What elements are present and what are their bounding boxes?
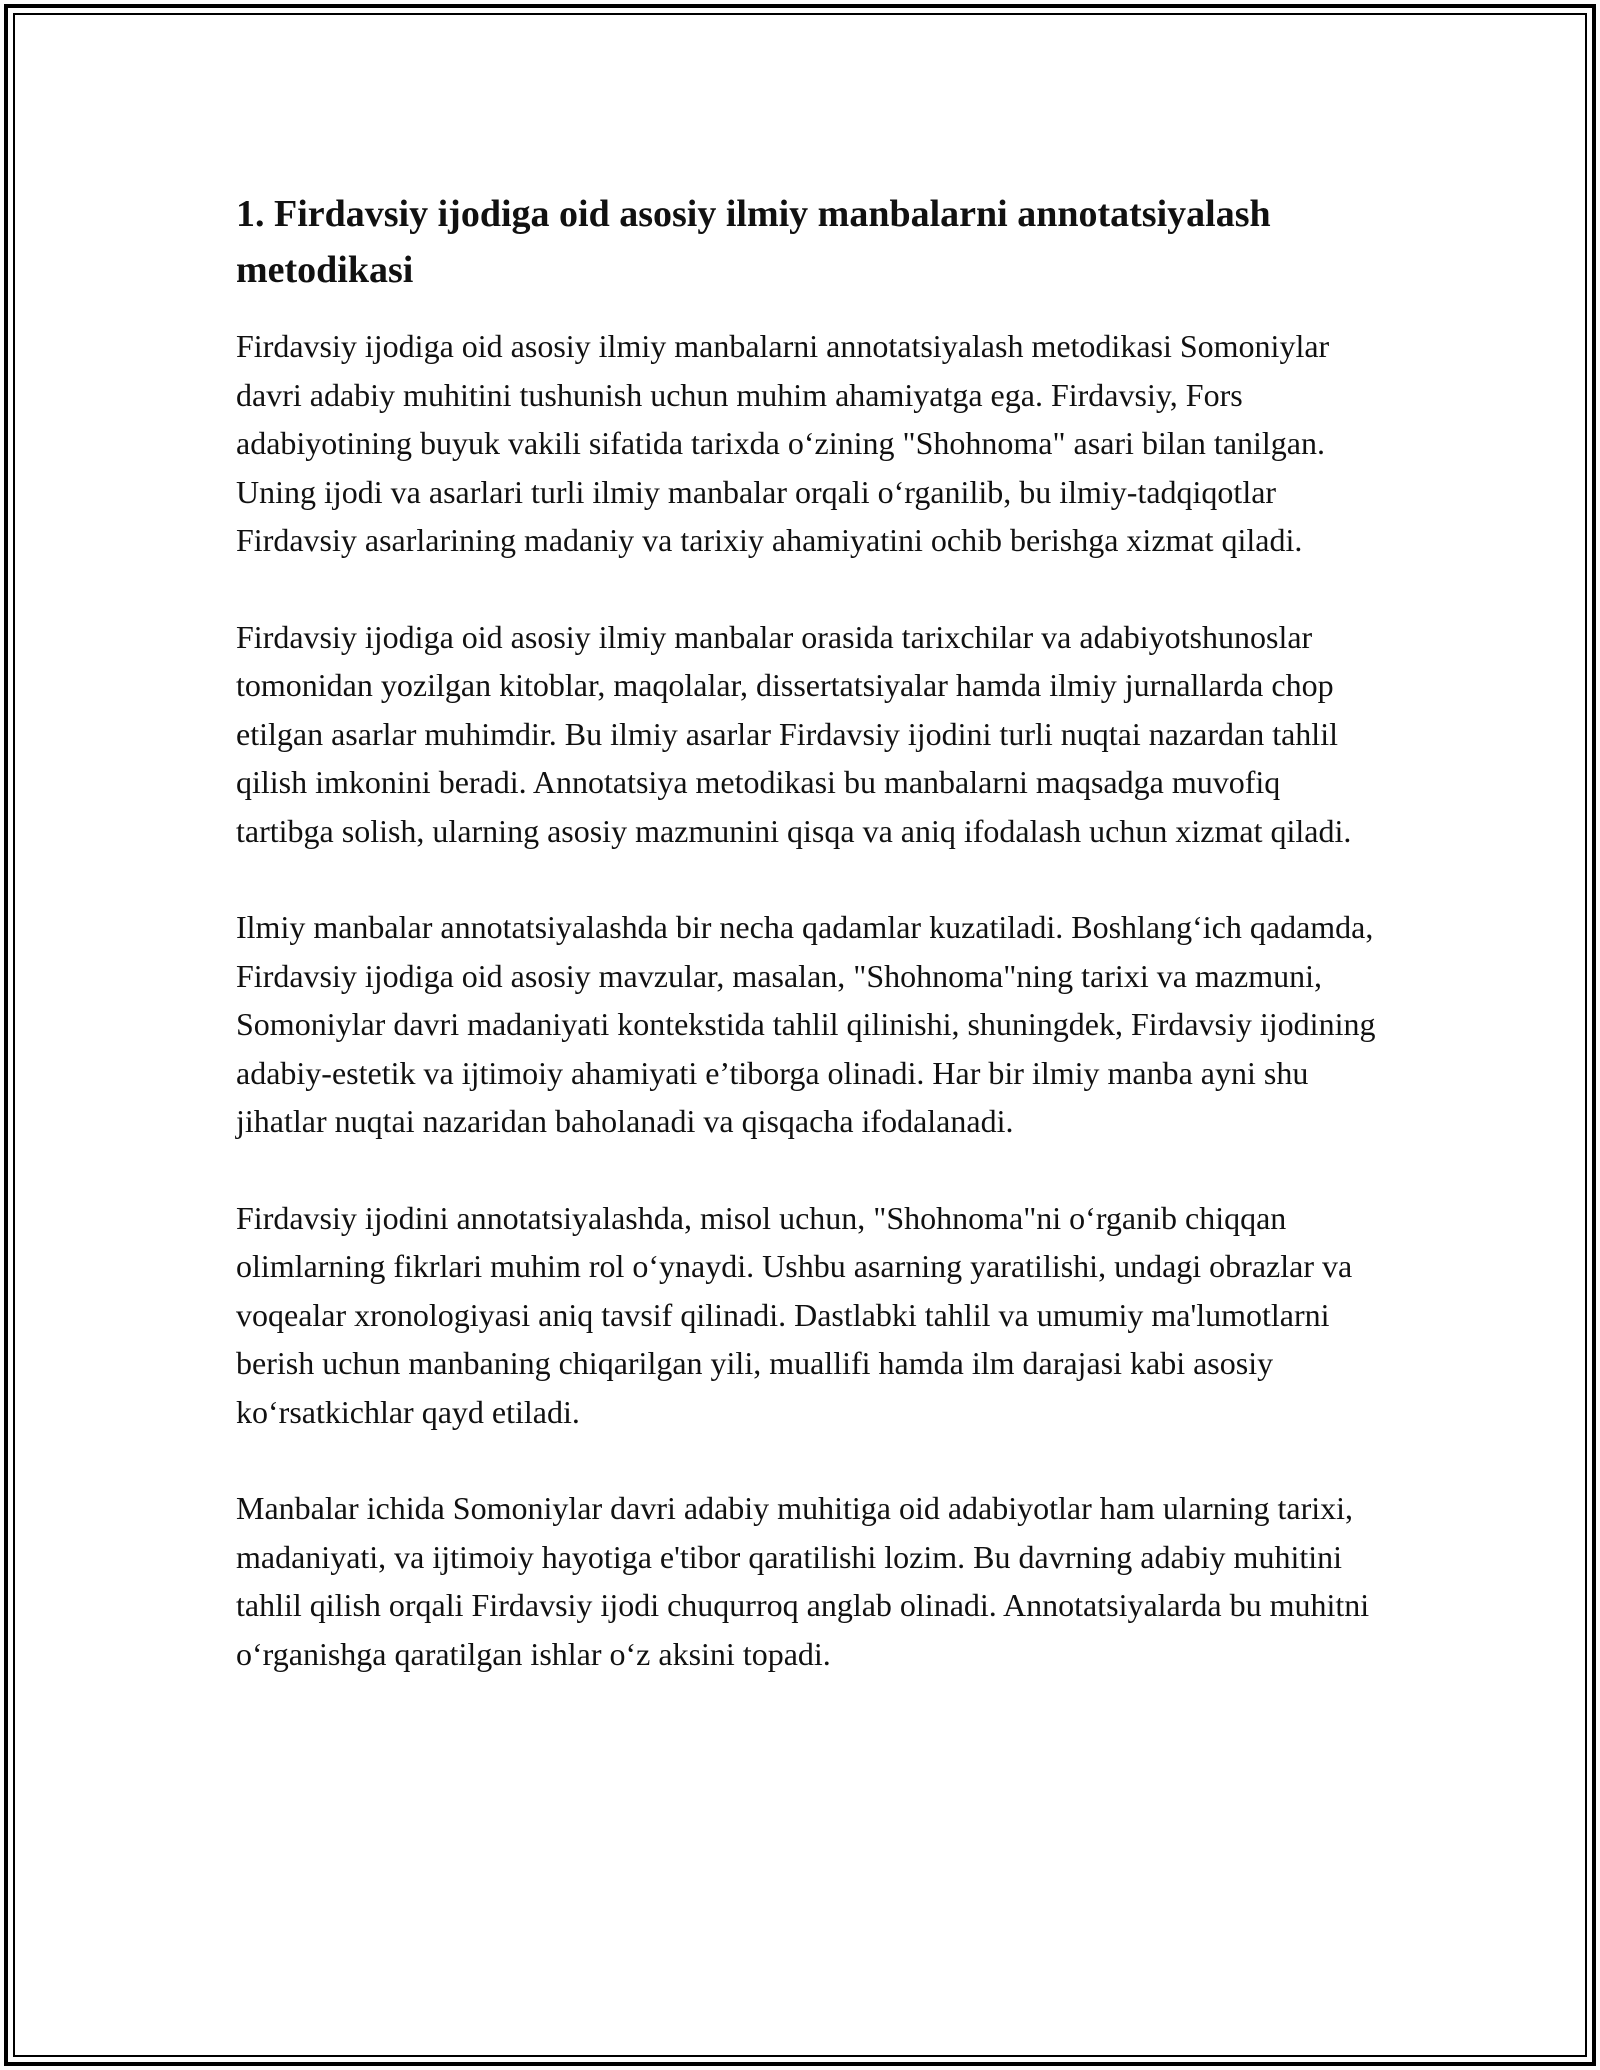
paragraph-4: Firdavsiy ijodini annotatsiyalashda, misol uchun, "Shohnoma"ni o‘rganib chiqqan olimlarning fikrlari muhim rol o‘ynaydi. Ushbu asarning yaratilishi, undagi obrazlar va voqealar xronologiyasi aniq tavsif qilinadi. Dastlabki tahlil va umumiy ma'lumotlarni berish uchun manbaning chiqarilgan yili, muallifi hamda ilm darajasi kabi asosiy ko‘rsatkichlar qayd etiladi. (236, 1199, 1353, 1430)
section-heading: 1. Firdavsiy ijodiga oid asosiy ilmiy manbalarni annotatsiyalash metodikasi (236, 193, 1271, 291)
document-body (236, 186, 1376, 1678)
paragraph-2: Firdavsiy ijodiga oid asosiy ilmiy manbalar orasida tarixchilar va adabiyotshunoslar tomonidan yozilgan kitoblar, maqolalar, dissertatsiyalar hamda ilmiy jurnallarda chop etilgan asarlar muhimdir. Bu ilmiy asarlar Firdavsiy ijodini turli nuqtai nazardan tahlil qilish imkonini beradi. Annotatsiya metodikasi bu manbalarni maqsadga muvofiq tartibga solish, ularning asosiy mazmunini qisqa va aniq ifodalash uchun xizmat qiladi. (236, 618, 1352, 849)
paragraph-3: Ilmiy manbalar annotatsiyalashda bir necha qadamlar kuzatiladi. Boshlang‘ich qadamda, Firdavsiy ijodiga oid asosiy mavzular, masalan, "Shohnoma"ning tarixi va mazmuni, Somoniylar davri madaniyati kontekstida tahlil qilinishi, shuningdek, Firdavsiy ijodining adabiy-estetik va ijtimoiy ahamiyati e’tiborga olinadi. Har bir ilmiy manba ayni shu jihatlar nuqtai nazaridan baholanadi va qisqacha ifodalanadi. (236, 909, 1376, 1139)
paragraph-1: Firdavsiy ijodiga oid asosiy ilmiy manbalarni annotatsiyalash metodikasi Somoniylar davri adabiy muhitini tushunish uchun muhim ahamiyatga ega. Firdavsiy, Fors adabiyotining buyuk vakili sifatida tarixda o‘zining "Shohnoma" asari bilan tanilgan. Uning ijodi va asarlari turli ilmiy manbalar orqali o‘rganilib, bu ilmiy-tadqiqotlar Firdavsiy asarlarining madaniy va tarixiy ahamiyatini ochib berishga xizmat qiladi. (236, 328, 1330, 558)
paragraph-5: Manbalar ichida Somoniylar davri adabiy muhitiga oid adabiyotlar ham ularning tarixi, madaniyati, va ijtimoiy hayotiga e'tibor qaratilishi lozim. Bu davrning adabiy muhitini tahlil qilish orqali Firdavsiy ijodi chuqurroq anglab olinadi. Annotatsiyalarda bu muhitni o‘rganishga qaratilgan ishlar o‘z aksini topadi. (236, 1490, 1370, 1672)
